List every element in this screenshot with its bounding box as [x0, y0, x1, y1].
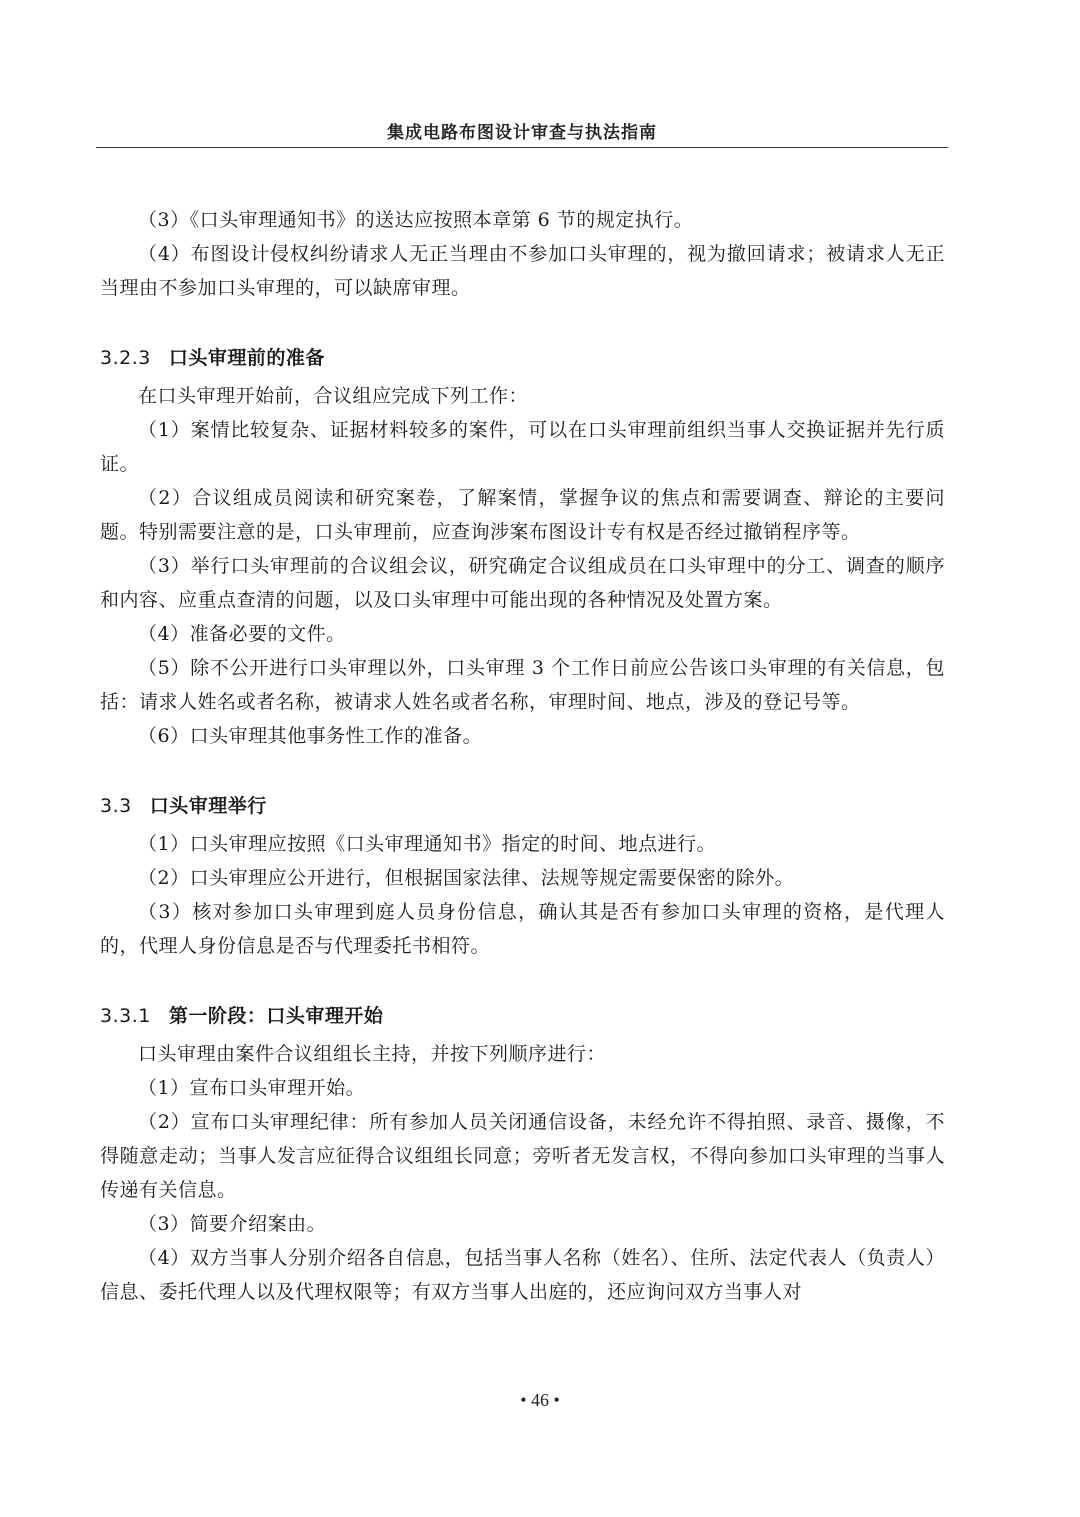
section-heading-3-2-3: [100, 341, 945, 375]
paragraph: （2）宣布口头审理纪律：所有参加人员关闭通信设备，未经允许不得拍照、录音、摄像，不得随意走动；当事人发言应征得合议组组长同意；旁听者无发言权，不得向参加口头审理的当事人传递有关信息。: [100, 1111, 945, 1201]
paragraph: （4）布图设计侵权纠纷请求人无正当理由不参加口头审理的，视为撤回请求；被请求人无正当理由不参加口头审理的，可以缺席审理。: [100, 243, 945, 299]
section-title: 第一阶段：口头审理开始: [168, 1005, 384, 1027]
paragraph: （1）案情比较复杂、证据材料较多的案件，可以在口头审理前组织当事人交换证据并先行质证。: [100, 419, 945, 475]
section-number: 3.3: [100, 795, 132, 817]
paragraph: （6）口头审理其他事务性工作的准备。: [138, 725, 483, 747]
paragraph: （3）《口头审理通知书》的送达应按照本章第 6 节的规定执行。: [138, 209, 694, 231]
paragraph: （3）核对参加口头审理到庭人员身份信息，确认其是否有参加口头审理的资格，是代理人的，代理人身份信息是否与代理委托书相符。: [100, 901, 945, 957]
page-body: [100, 203, 945, 1309]
section-heading-3-3: [100, 789, 945, 823]
paragraph: （2）口头审理应公开进行，但根据国家法律、法规等规定需要保密的除外。: [138, 867, 795, 889]
section-number: 3.2.3: [100, 347, 151, 369]
paragraph: （2）合议组成员阅读和研究案卷，了解案情，掌握争议的焦点和需要调查、辩论的主要问题。特别需要注意的是，口头审理前，应查询涉案布图设计专有权是否经过撤销程序等。: [100, 487, 945, 543]
section-heading-3-3-1: [100, 999, 945, 1033]
header-rule: [96, 147, 948, 148]
paragraph: （5）除不公开进行口头审理以外，口头审理 3 个工作日前应公告该口头审理的有关信息，包括：请求人姓名或者名称，被请求人姓名或者名称，审理时间、地点，涉及的登记号等。: [100, 657, 945, 713]
running-header: 集成电路布图设计审查与执法指南: [387, 123, 657, 143]
section-title: 口头审理举行: [149, 795, 267, 817]
page-number: • 46 •: [520, 1390, 560, 1410]
paragraph: （1）口头审理应按照《口头审理通知书》指定的时间、地点进行。: [138, 833, 717, 855]
section-title: 口头审理前的准备: [168, 347, 325, 369]
paragraph: 在口头审理开始前，合议组应完成下列工作：: [138, 385, 529, 407]
paragraph: （3）简要介绍案由。: [138, 1213, 327, 1235]
paragraph: （4）准备必要的文件。: [138, 623, 346, 645]
paragraph: （3）举行口头审理前的合议组会议，研究确定合议组成员在口头审理中的分工、调查的顺序和内容、应重点查清的问题，以及口头审理中可能出现的各种情况及处置方案。: [100, 555, 945, 611]
section-number: 3.3.1: [100, 1005, 151, 1027]
paragraph: 口头审理由案件合议组组长主持，并按下列顺序进行：: [138, 1043, 607, 1065]
paragraph: （1）宣布口头审理开始。: [138, 1077, 366, 1099]
paragraph: （4）双方当事人分别介绍各自信息，包括当事人名称（姓名）、住所、法定代表人（负责人）信息、委托代理人以及代理权限等；有双方当事人出庭的，还应询问双方当事人对: [100, 1247, 945, 1303]
